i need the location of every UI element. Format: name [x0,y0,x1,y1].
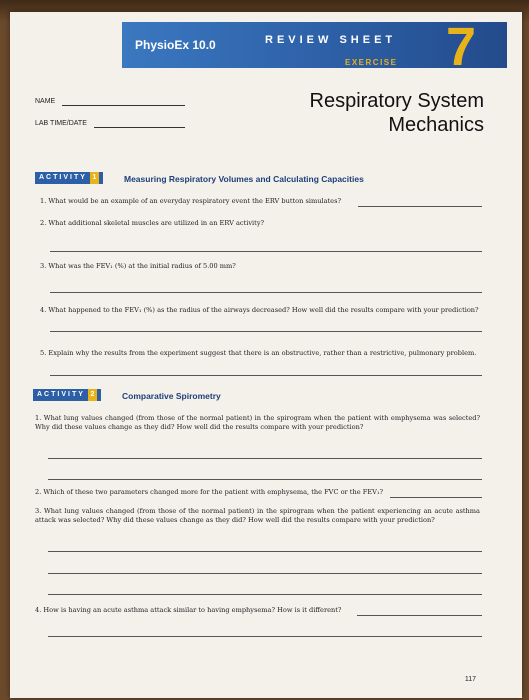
a2-answer-line-1b[interactable] [48,479,482,480]
exercise-label: EXERCISE [345,58,398,67]
name-label: NAME [35,98,56,105]
a1-question-5: 5. Explain why the results from the experiment suggest that there is an obstructive, rather than a restrictive, pulmonary problem. [40,349,477,357]
activity-1-title: Measuring Respiratory Volumes and Calculating Capacities [124,174,364,184]
a2-question-3: 3. What lung values changed (from those of the normal patient) in the spirogram when the patient experiencing an acute asthma attack was selected? Why did these values change as they did? How well did the results compare with your prediction? [35,507,480,524]
a1-question-4: 4. What happened to the FEV₁ (%) as the radius of the airways decreased? How well did the results compare with your prediction? [40,306,479,314]
lab-time-date-label: LAB TIME/DATE [35,120,87,127]
activity-2-title: Comparative Spirometry [122,391,221,401]
activity-2-badge: ACTIVITY 2 [33,389,101,401]
a2-answer-line-4b[interactable] [48,636,482,637]
a1-question-2: 2. What additional skeletal muscles are utilized in an ERV activity? [40,219,265,227]
activity-1-number: 1 [90,172,99,184]
review-sheet-page [10,12,522,698]
physioex-logo: PhysioEx 10.0 [135,38,216,52]
a1-question-3: 3. What was the FEV₁ (%) at the initial radius of 5.00 mm? [40,262,236,270]
page-number: 117 [464,676,476,683]
a1-answer-line-5[interactable] [50,375,482,376]
a2-question-1: 1. What lung values changed (from those of the normal patient) in the spirogram when the patient with emphysema was selected? Why did these values change as they did? How well did the results compare with your prediction? [35,414,480,431]
a1-question-1: 1. What would be an example of an everyday respiratory event the ERV button simulates? [40,197,342,205]
a1-answer-line-2[interactable] [50,251,482,252]
a2-answer-line-3b[interactable] [48,573,482,574]
a2-question-2: 2. Which of these two parameters changed more for the patient with emphysema, the FVC or the FEV₁? [35,488,384,496]
a1-answer-line-3[interactable] [50,292,482,293]
a1-answer-line-4[interactable] [50,331,482,332]
page-title-line2: Mechanics [388,114,484,136]
activity-1-badge: ACTIVITY 1 [35,172,103,184]
activity-2-number: 2 [88,389,97,401]
lab-time-date-line[interactable] [94,127,185,128]
a2-answer-line-4a[interactable] [357,615,482,616]
review-sheet-label: REVIEW SHEET [265,34,397,46]
a2-answer-line-3c[interactable] [48,594,482,595]
a2-answer-line-1a[interactable] [48,458,482,459]
a2-answer-line-2[interactable] [390,497,482,498]
exercise-number: 7 [446,17,477,77]
a2-question-4: 4. How is having an acute asthma attack similar to having emphysema? How is it different? [35,606,342,614]
a1-answer-line-1[interactable] [358,206,482,207]
a2-answer-line-3a[interactable] [48,551,482,552]
page-title-line1: Respiratory System [309,90,484,112]
name-line[interactable] [62,105,185,106]
